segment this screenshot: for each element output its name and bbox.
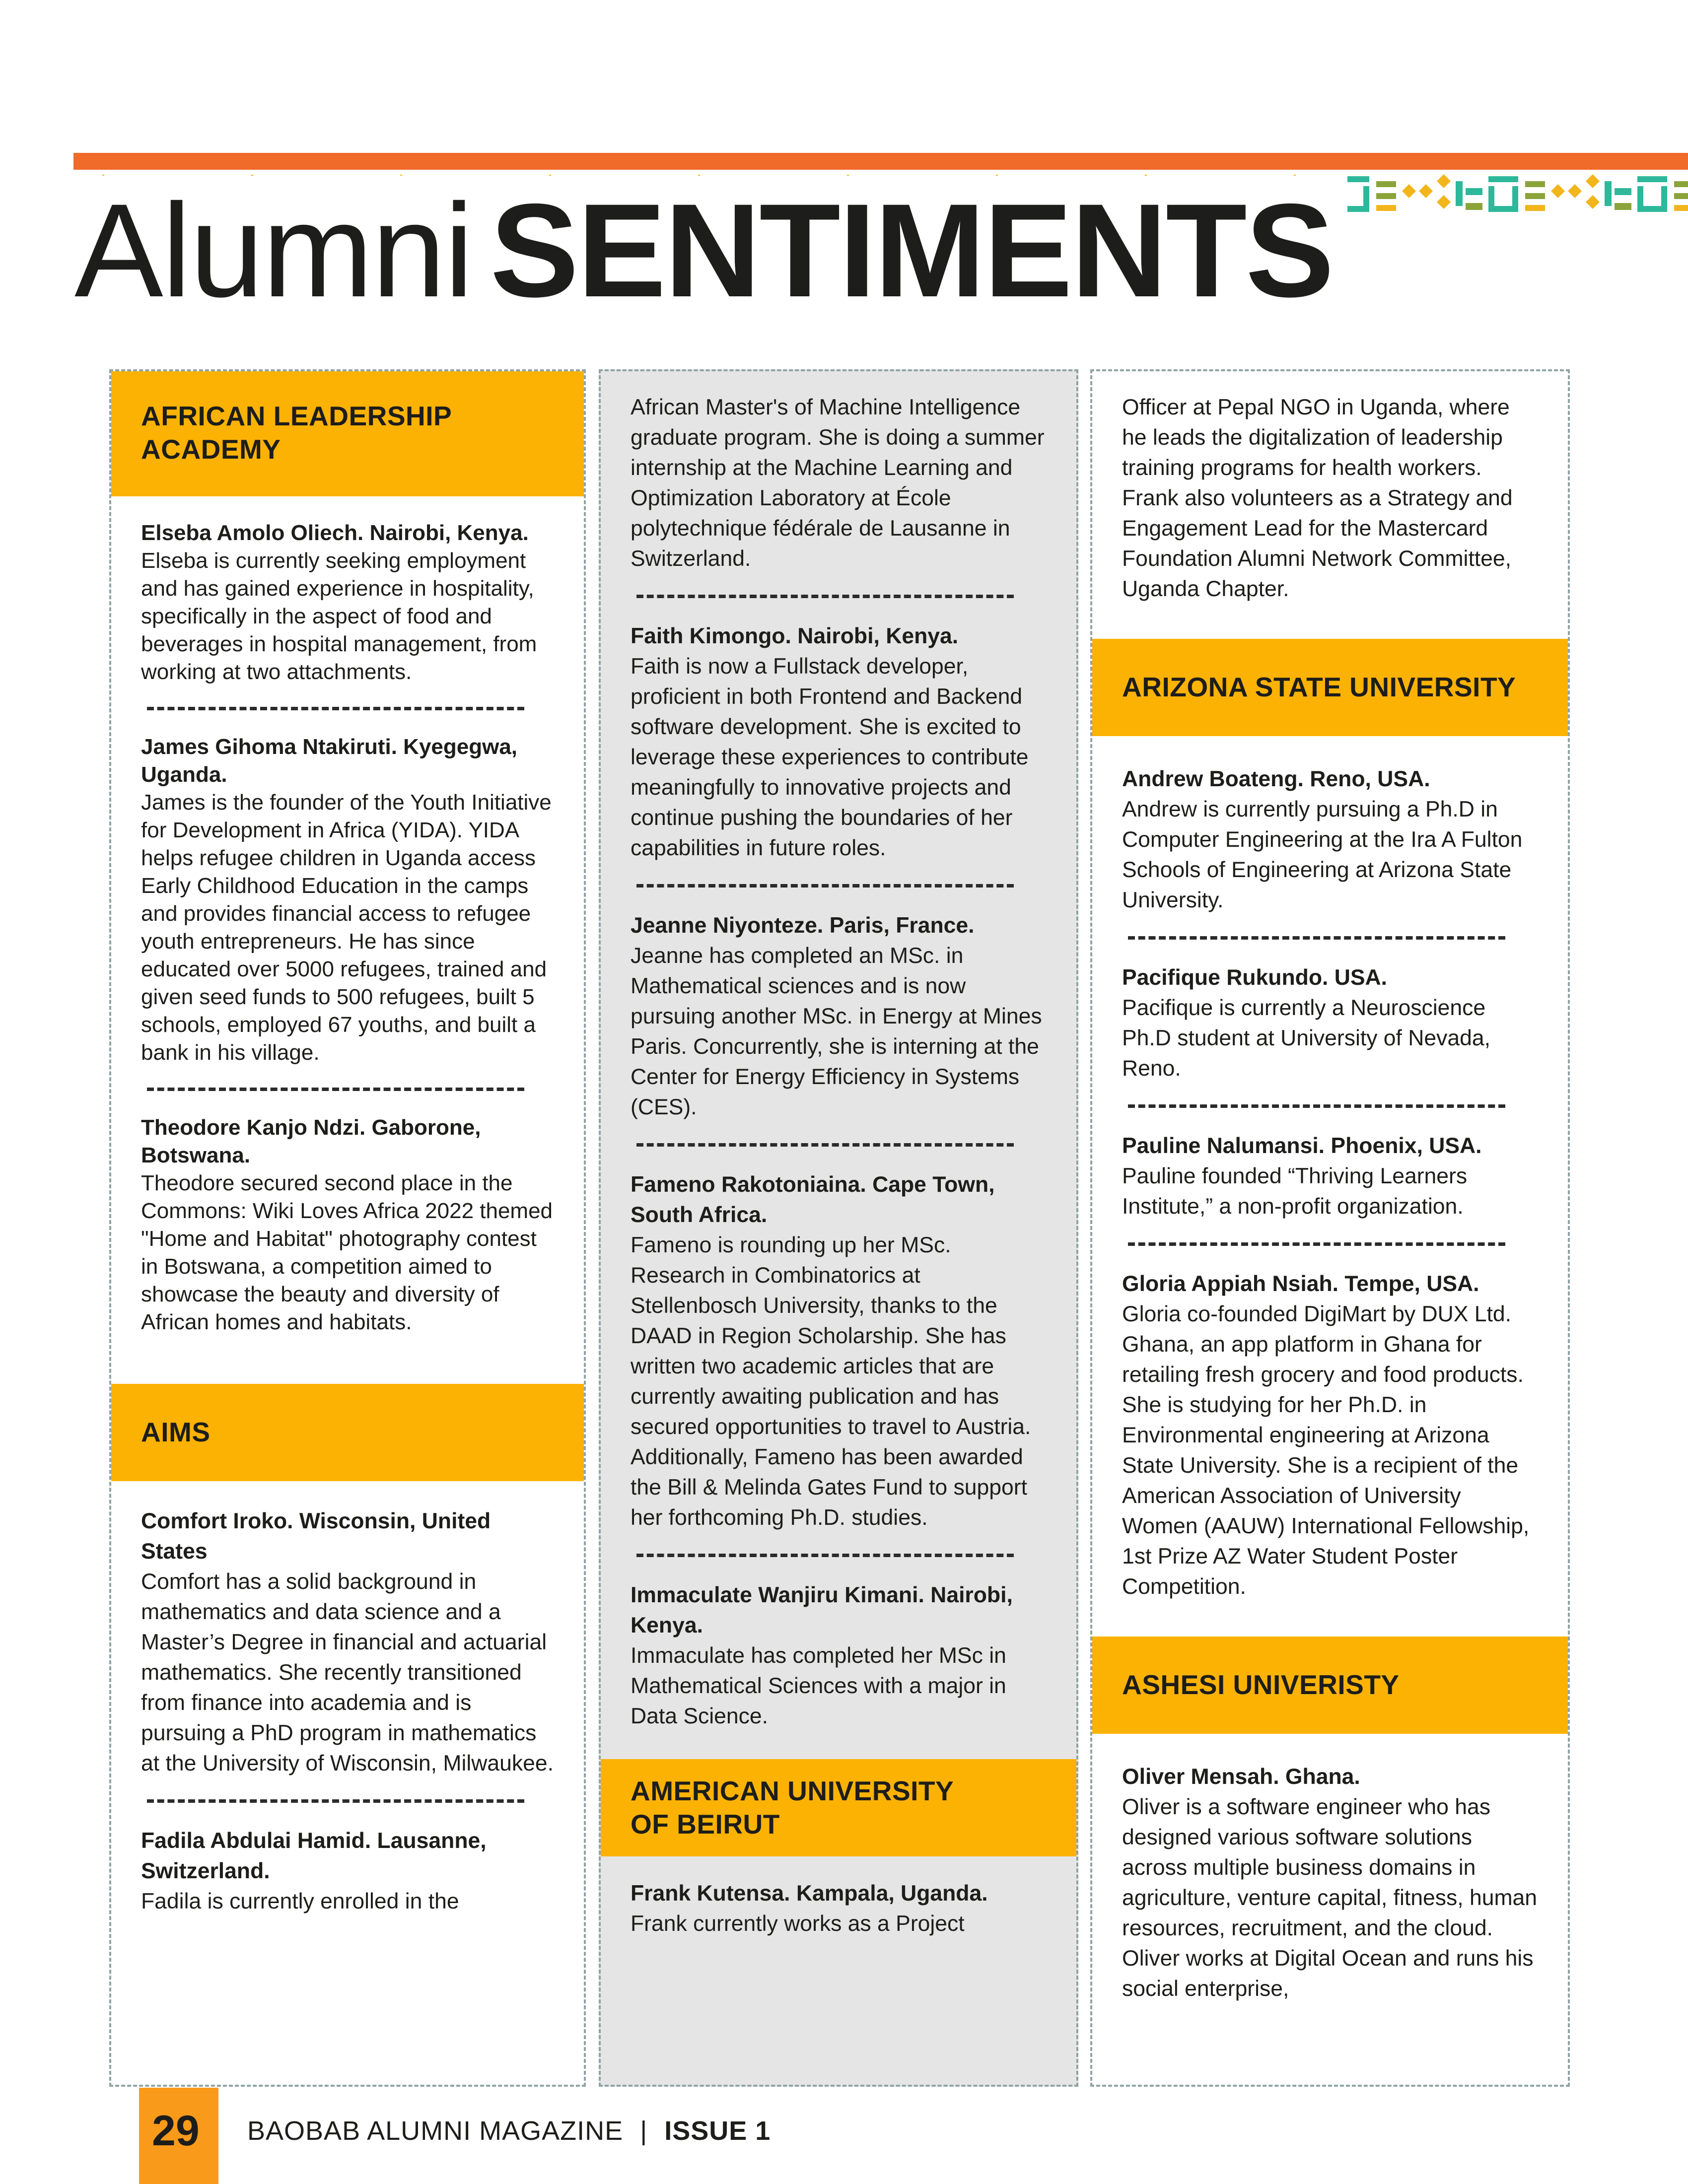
pattern-block bbox=[1674, 181, 1688, 187]
alumni-entry-continued bbox=[601, 392, 1076, 574]
alumni-description: Pauline founded “Thriving Learners Institute,” a non-profit organization. bbox=[1122, 1164, 1468, 1219]
entry-divider bbox=[1128, 1242, 1505, 1246]
pattern-diamond bbox=[1586, 195, 1600, 209]
pattern-block bbox=[1466, 203, 1482, 210]
pattern-block bbox=[1615, 188, 1631, 195]
alumni-description: Frank currently works as a Project bbox=[631, 1911, 965, 1936]
section-title: AFRICAN LEADERSHIP ACADEMY bbox=[141, 400, 452, 465]
page-title bbox=[74, 176, 1347, 325]
alumni-description: Officer at Pepal NGO in Uganda, where he leads the digitalization of leadership training programs for health workers. Frank also volunteers as a Strategy and Engagement Lead for the Mastercard Foundation Alumni Network Committee, Uganda Chapter. bbox=[1122, 395, 1513, 601]
pattern-block bbox=[1376, 181, 1396, 187]
alumni-entry bbox=[111, 519, 584, 686]
header-accent-bar bbox=[73, 153, 1688, 170]
alumni-description: Fadila is currently enrolled in the bbox=[141, 1889, 459, 1913]
pattern-block bbox=[1674, 193, 1688, 199]
footer-caption bbox=[247, 2116, 771, 2146]
pattern-block bbox=[1488, 206, 1518, 212]
alumni-entry-continued bbox=[1092, 392, 1568, 604]
alumni-description: Oliver is a software engineer who has designed various software solutions across multiple business domains in agriculture, venture capital, fitness, human resources, recruitment, and the cloud. Oliver works at Digital Ocean and runs his social enterprise, bbox=[1122, 1795, 1538, 2001]
section-banner-american-university-of-beirut bbox=[599, 1759, 1078, 1856]
pattern-block bbox=[1637, 176, 1667, 182]
entry-divider bbox=[147, 1088, 524, 1091]
alumni-description: Elseba is currently seeking employment and has gained experience in hospitality, specifically in the aspect of food and beverages in hospital management, from working at two attachments. bbox=[141, 548, 537, 684]
pattern-block bbox=[1456, 181, 1463, 206]
entry-divider bbox=[636, 884, 1014, 887]
alumni-description: Theodore secured second place in the Commons: Wiki Loves Africa 2022 themed "Home and Habitat" photography contest in Botswana, a competition aimed to showcase the beauty and diversity of African homes and habitats. bbox=[141, 1171, 553, 1334]
alumni-entry bbox=[111, 733, 584, 1067]
entry-divider bbox=[147, 1799, 524, 1803]
alumni-description: James is the founder of the Youth Initiative for Development in Africa (YIDA). YIDA helps refugee children in Uganda access Early Childhood Education in the camps and provides financial access to refugee youth entrepreneurs. He has since educated over 5000 refugees, trained and given seed funds to 500 refugees, built 5 schools, employed 67 youths, and built a bank in his village. bbox=[141, 790, 552, 1065]
alumni-description: Comfort has a solid background in mathematics and data science and a Master’s Degree in financial and actuarial mathematics. She recently transitioned from finance into academia and is pursuing a PhD program in mathematics at the University of Wisconsin, Milwaukee. bbox=[141, 1570, 554, 1775]
magazine-name: BAOBAB ALUMNI MAGAZINE bbox=[247, 2116, 624, 2146]
footer-separator: | bbox=[640, 2116, 648, 2146]
alumni-entry bbox=[111, 1114, 584, 1336]
section-banner-arizona-state-university bbox=[1090, 639, 1570, 736]
pattern-block bbox=[1525, 205, 1545, 211]
alumni-name: James Gihoma Ntakiruti. Kyegegwa, Uganda. bbox=[141, 735, 518, 787]
alumni-entry bbox=[111, 1826, 584, 1916]
issue-label: ISSUE 1 bbox=[664, 2116, 771, 2146]
alumni-entry bbox=[111, 1506, 584, 1778]
alumni-description: Andrew is currently pursuing a Ph.D in Computer Engineering at the Ira A Fulton Schools of Engineering at Arizona State University. bbox=[1122, 797, 1523, 912]
alumni-name: Pauline Nalumansi. Phoenix, USA. bbox=[1122, 1134, 1482, 1158]
entry-divider bbox=[636, 595, 1014, 598]
alumni-description: Gloria co-founded DigiMart by DUX Ltd. Ghana, an app platform in Ghana for retailing fresh grocery and food products. She is studying for her Ph.D. in Environmental engineering at Arizona State University. She is a recipient of the American Association of University Women (AAUW) International Fellowship, 1st Prize AZ Water Student Poster Competition. bbox=[1122, 1302, 1530, 1599]
alumni-name: Comfort Iroko. Wisconsin, United States bbox=[141, 1509, 491, 1564]
alumni-entry bbox=[601, 1878, 1076, 1939]
pattern-block bbox=[1661, 186, 1667, 206]
alumni-description: Jeanne has completed an MSc. in Mathematical sciences and is now pursuing another MSc. in Energy at Mines Paris. Concurrently, she is interning at the Center for Energy Efficiency in Systems (CES). bbox=[631, 944, 1042, 1119]
entry-divider bbox=[147, 707, 524, 710]
pattern-block bbox=[1488, 186, 1494, 206]
section-banner-ashesi-university bbox=[1090, 1637, 1570, 1734]
alumni-entry bbox=[601, 1169, 1076, 1533]
pattern-diamond bbox=[1419, 184, 1433, 198]
pattern-diamond bbox=[1402, 184, 1416, 198]
pattern-block bbox=[1637, 186, 1643, 206]
alumni-name: Gloria Appiah Nsiah. Tempe, USA. bbox=[1122, 1272, 1479, 1296]
section-title: AMERICAN UNIVERSITY OF BEIRUT bbox=[631, 1775, 954, 1840]
section-banner-aims bbox=[109, 1384, 586, 1481]
section-banner-african-leadership-academy bbox=[109, 369, 586, 496]
page-number: 29 bbox=[152, 2107, 200, 2155]
pattern-diamond bbox=[1586, 174, 1600, 188]
alumni-name: Andrew Boateng. Reno, USA. bbox=[1122, 767, 1430, 791]
section-title: ARIZONA STATE UNIVERSITY bbox=[1122, 672, 1516, 703]
alumni-description: Immaculate has completed her MSc in Mathematical Sciences with a major in Data Science. bbox=[631, 1643, 1006, 1728]
alumni-entry bbox=[601, 621, 1076, 863]
alumni-name: Jeanne Niyonteze. Paris, France. bbox=[631, 913, 975, 938]
pattern-block bbox=[1376, 205, 1396, 211]
column-3 bbox=[1090, 369, 1570, 2087]
alumni-entry bbox=[1092, 764, 1568, 915]
alumni-name: Frank Kutensa. Kampala, Uganda. bbox=[631, 1881, 988, 1906]
section-title: ASHESI UNIVERISTY bbox=[1122, 1669, 1400, 1701]
column-2 bbox=[599, 369, 1078, 2087]
pattern-block bbox=[1488, 176, 1518, 182]
title-bold: SENTIMENTS bbox=[490, 176, 1347, 325]
section-title: AIMS bbox=[141, 1417, 211, 1448]
pattern-block bbox=[1363, 186, 1369, 206]
pattern-block bbox=[1376, 193, 1396, 199]
pattern-block bbox=[1605, 181, 1612, 206]
pattern-diamond bbox=[1437, 195, 1451, 209]
pattern-block bbox=[1512, 186, 1518, 206]
pattern-diamond bbox=[1551, 184, 1565, 198]
alumni-name: Elseba Amolo Oliech. Nairobi, Kenya. bbox=[141, 521, 529, 545]
alumni-description: Pacifique is currently a Neuroscience Ph.D student at University of Nevada, Reno. bbox=[1122, 996, 1491, 1081]
alumni-entry bbox=[1092, 1762, 1568, 2004]
alumni-name: Theodore Kanjo Ndzi. Gaborone, Botswana. bbox=[141, 1115, 481, 1167]
alumni-name: Pacifique Rukundo. USA. bbox=[1122, 965, 1388, 990]
alumni-description: Faith is now a Fullstack developer, proficient in both Frontend and Backend software development. She is excited to leverage these experiences to contribute meaningfully to innovative projects and continue pushing the boundaries of her capabilities in future roles. bbox=[631, 654, 1029, 860]
page-number-box bbox=[139, 2088, 218, 2184]
alumni-entry bbox=[1092, 962, 1568, 1084]
pattern-block bbox=[1637, 206, 1667, 212]
pattern-diamond bbox=[1437, 174, 1451, 188]
entry-divider bbox=[1128, 936, 1505, 940]
pattern-diamond bbox=[1568, 184, 1582, 198]
entry-divider bbox=[636, 1554, 1014, 1557]
alumni-entry bbox=[1092, 1269, 1568, 1602]
pattern-block bbox=[1674, 205, 1688, 211]
alumni-entry bbox=[1092, 1131, 1568, 1222]
pattern-block bbox=[1525, 193, 1545, 199]
alumni-description: Fameno is rounding up her MSc. Research in Combinatorics at Stellenbosch University, thanks to the DAAD in Region Scholarship. She has written two academic articles that are currently awaiting publication and has secured opportunities to travel to Austria. Additionally, Fameno has been awarded the Bill & Melinda Gates Fund to support her forthcoming Ph.D. studies. bbox=[631, 1233, 1031, 1530]
alumni-entry bbox=[601, 910, 1076, 1122]
alumni-name: Faith Kimongo. Nairobi, Kenya. bbox=[631, 624, 959, 648]
alumni-name: Fameno Rakotoniaina. Cape Town, South Africa. bbox=[631, 1172, 995, 1227]
alumni-description: African Master's of Machine Intelligence graduate program. She is doing a summer internship at the Machine Learning and Optimization Laboratory at École polytechnique fédérale de Lausanne in Switzerland. bbox=[631, 395, 1045, 571]
entry-divider bbox=[1128, 1104, 1505, 1108]
alumni-entry bbox=[601, 1580, 1076, 1731]
alumni-name: Fadila Abdulai Hamid. Lausanne, Switzerland. bbox=[141, 1829, 487, 1883]
alumni-name: Oliver Mensah. Ghana. bbox=[1122, 1765, 1360, 1789]
title-light: Alumni bbox=[74, 176, 490, 325]
pattern-block bbox=[1615, 203, 1631, 210]
pattern-block bbox=[1466, 188, 1482, 195]
alumni-name: Immaculate Wanjiru Kimani. Nairobi, Kenya. bbox=[631, 1583, 1013, 1638]
column-1 bbox=[109, 369, 586, 2087]
pattern-block bbox=[1525, 181, 1545, 187]
entry-divider bbox=[636, 1143, 1014, 1147]
